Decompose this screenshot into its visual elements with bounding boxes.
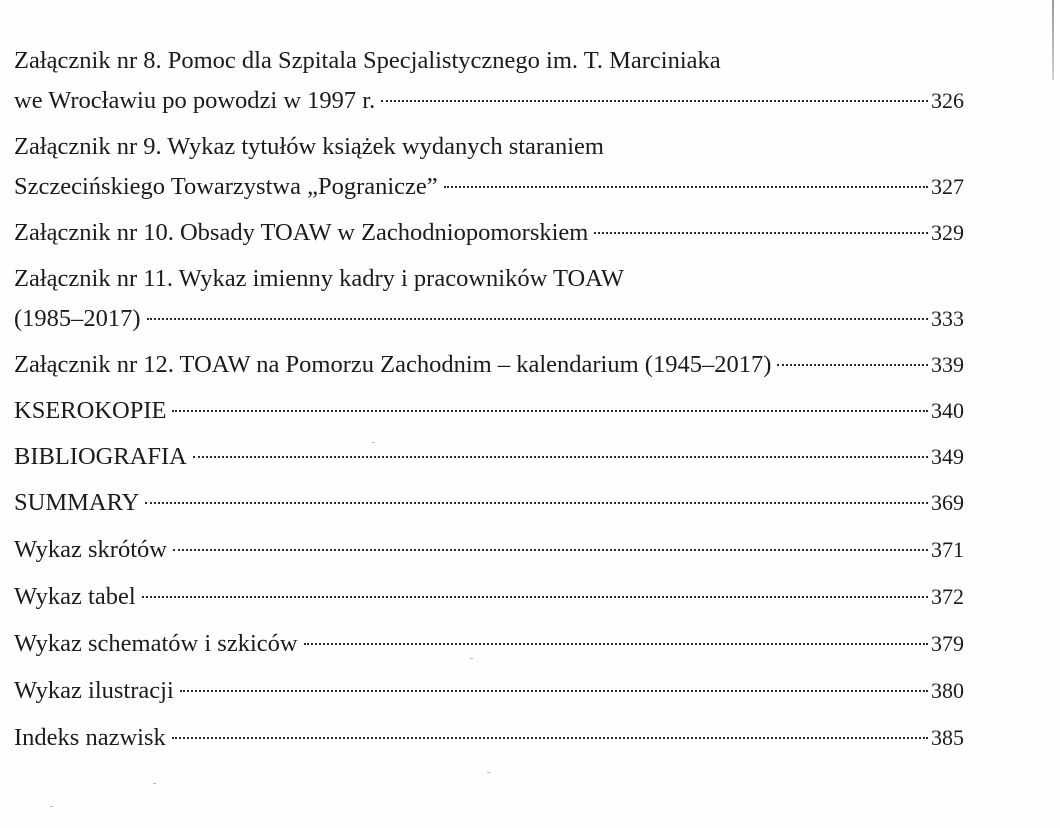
- toc-entry-title: Wykaz schematów i szkiców: [14, 630, 298, 657]
- toc-entry-title: Wykaz ilustracji: [14, 677, 174, 704]
- toc-page-number: 379: [931, 631, 964, 656]
- toc-page-number: 385: [931, 725, 964, 750]
- dot-leader: [594, 232, 928, 234]
- toc-page-number: 327: [931, 174, 964, 199]
- dot-leader: [304, 643, 928, 645]
- toc-entry-wykaz-ilustracji: [14, 674, 964, 708]
- toc-page-number: 371: [931, 537, 964, 562]
- dot-leader: [193, 456, 928, 458]
- dot-leader: [172, 737, 928, 739]
- toc-page-number: 339: [931, 352, 964, 377]
- toc-entry-title: Załącznik nr 11. Wykaz imienny kadry i pracowników TOAW: [14, 265, 625, 292]
- dot-leader: [444, 186, 928, 188]
- toc-entry-wykaz-skrotow: [14, 533, 964, 567]
- toc-page-number: 349: [931, 444, 964, 469]
- toc-page-number: 380: [931, 678, 964, 703]
- toc-entry-9-line2: [14, 170, 964, 204]
- toc-entry-title: we Wrocławiu po powodzi w 1997 r.: [14, 87, 376, 114]
- toc-entry-title: (1985–2017): [14, 305, 141, 332]
- toc-entry-title: BIBLIOGRAFIA: [14, 443, 187, 470]
- dot-leader: [147, 318, 928, 320]
- scan-speck: [470, 658, 473, 659]
- toc-page-number: 329: [931, 220, 964, 245]
- scan-speck: [50, 806, 53, 807]
- toc-entry-title: Wykaz skrótów: [14, 536, 167, 563]
- toc-page-number: 333: [931, 306, 964, 331]
- toc-entry-11-line2: [14, 302, 964, 336]
- toc-page-number: 326: [931, 88, 964, 113]
- dot-leader: [142, 596, 928, 598]
- toc-entry-title: Załącznik nr 9. Wykaz tytułów książek wydanych staraniem: [14, 133, 604, 160]
- toc-entry-wykaz-tabel: [14, 580, 964, 614]
- scan-speck: [487, 772, 490, 773]
- toc-entry-title: Załącznik nr 12. TOAW na Pomorzu Zachodnim – kalendarium (1945–2017): [14, 351, 772, 378]
- toc-entry-title: Wykaz tabel: [14, 583, 136, 610]
- toc-entry-title: Załącznik nr 8. Pomoc dla Szpitala Specjalistycznego im. T. Marciniaka: [14, 47, 721, 74]
- toc-entry-8-line1: [14, 44, 964, 78]
- toc-entry-title: Indeks nazwisk: [14, 724, 166, 751]
- toc-page-number: 340: [931, 398, 964, 423]
- toc-entry-8-line2: [14, 84, 964, 118]
- scan-speck: [153, 783, 156, 784]
- dot-leader: [381, 100, 928, 102]
- dot-leader: [777, 364, 928, 366]
- toc-page-number: 372: [931, 584, 964, 609]
- dot-leader: [172, 410, 928, 412]
- toc-entry-indeks-nazwisk: [14, 721, 964, 755]
- toc-entry-12: [14, 348, 964, 382]
- dot-leader: [173, 549, 928, 551]
- toc-entry-10: [14, 216, 964, 250]
- toc-entry-title: SUMMARY: [14, 489, 140, 516]
- toc-entry-title: Szczecińskiego Towarzystwa „Pogranicze”: [14, 173, 438, 200]
- toc-entry-9-line1: [14, 130, 964, 164]
- toc-entry-11-line1: [14, 262, 964, 296]
- toc-entry-title: Załącznik nr 10. Obsady TOAW w Zachodniopomorskiem: [14, 219, 589, 246]
- dot-leader: [145, 502, 928, 504]
- toc-entry-title: KSEROKOPIE: [14, 397, 167, 424]
- toc-entry-bibliografia: [14, 440, 964, 474]
- toc-entry-kserokopie: [14, 394, 964, 428]
- scan-speck: [372, 442, 375, 443]
- toc-entry-summary: [14, 486, 964, 520]
- toc-entry-wykaz-schematow: [14, 627, 964, 661]
- dot-leader: [180, 690, 928, 692]
- toc-page-number: 369: [931, 490, 964, 515]
